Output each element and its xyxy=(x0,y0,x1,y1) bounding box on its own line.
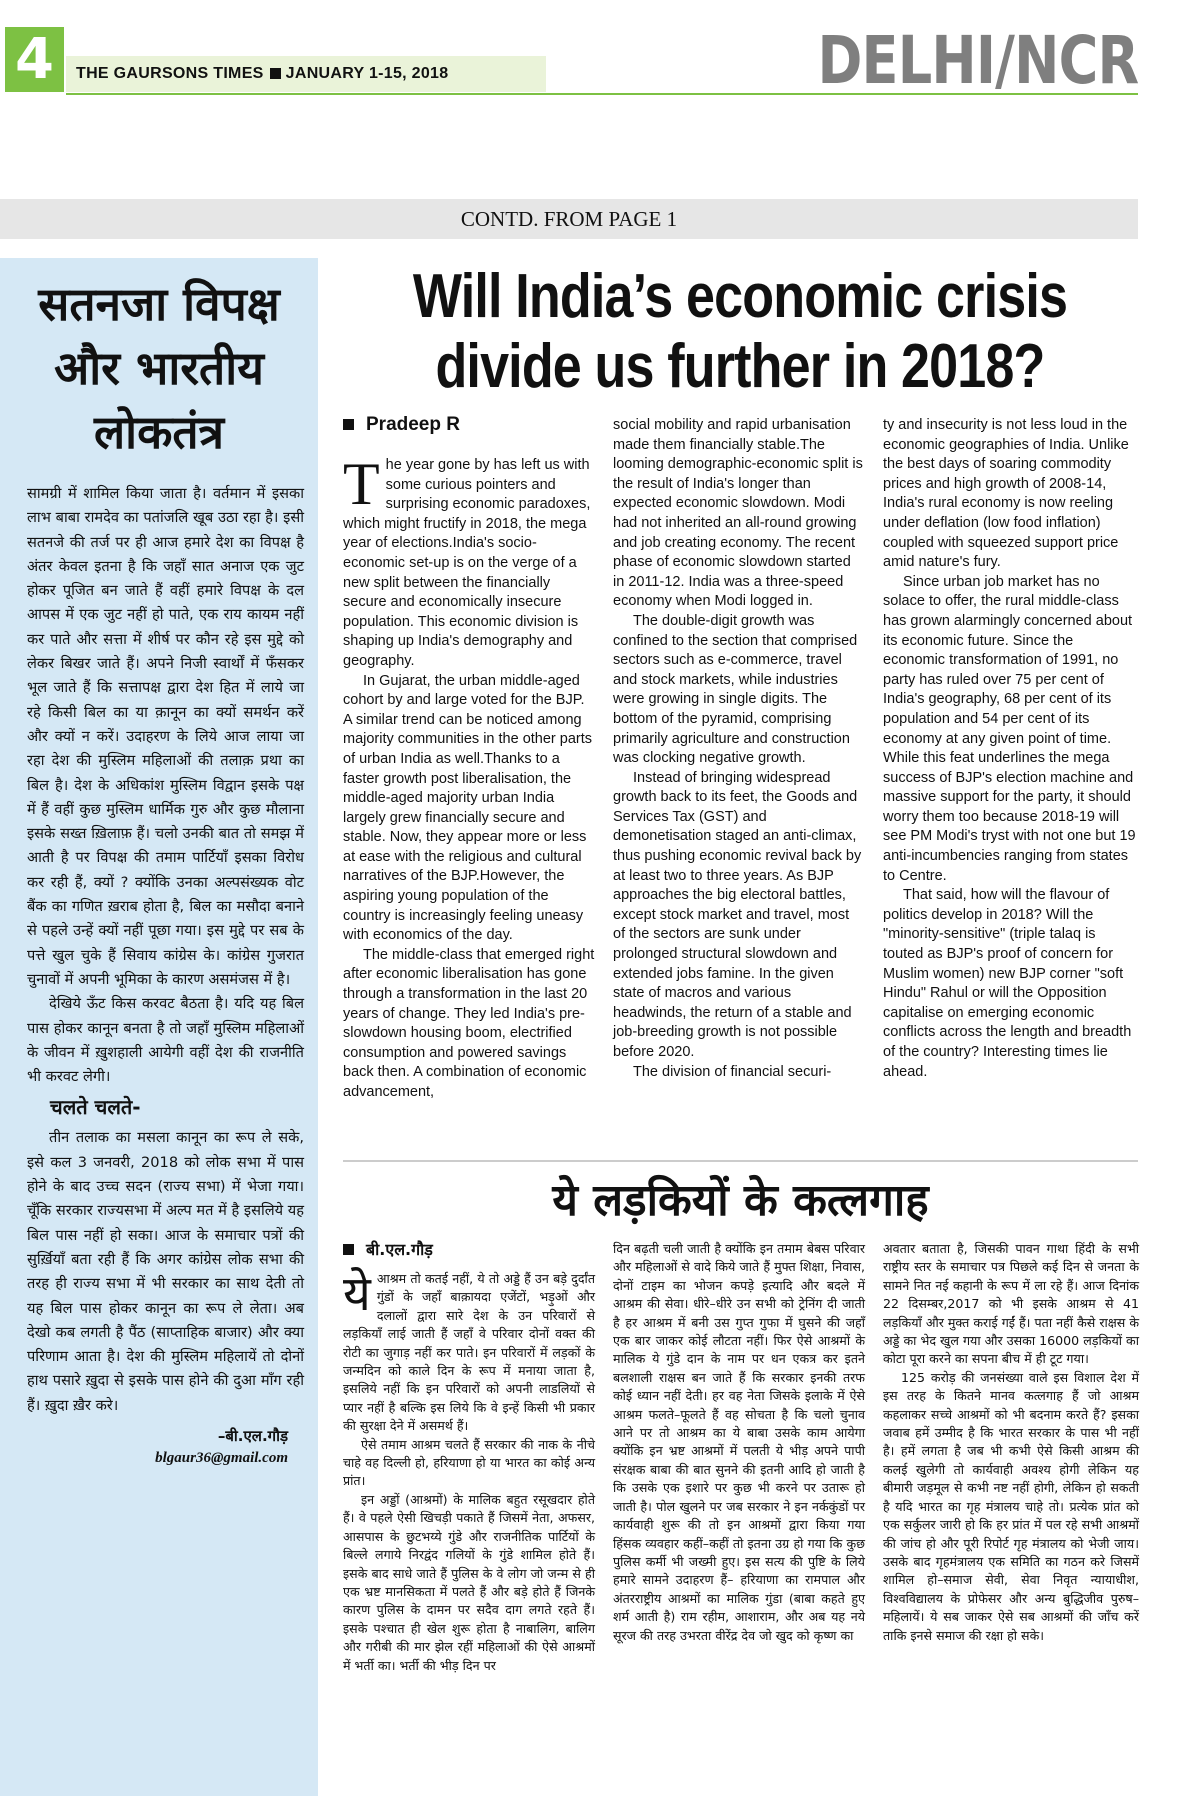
hindi-article-headline: ये लड़कियों के कत्लगाह xyxy=(552,1175,929,1226)
page-number: 4 xyxy=(5,27,64,92)
paragraph: ty and insecurity is not less loud in the economic geographies of India. Unlike the best days of soaring commodity prices and high growth of 2008-14, India's rural economy is now reeling under deflation (low food inflation) coupled with squeezed support price amid nature's fury. xyxy=(883,417,1129,571)
paragraph: The middle-class that emerged right after economic liberalisation has gone through a transformation in the last 20 years of change. They led India's pre-slowdown housing boom, electrified consumption and powered savings back then. A combination of economic advancement, xyxy=(343,946,595,1100)
sidebar-body-2: देखिये ऊँट किस करवट बैठता है। यदि यह बिल पास होकर कानून बनता है तो जहाँ मुस्लिम महिलाओं के जीवन में ख़ुशहाली आयेगी वहीं देश की राजनीति भी करवट लेगी। xyxy=(27,995,304,1086)
drop-cap: ये xyxy=(343,1266,371,1322)
newspaper-name: THE GAURSONS TIMES xyxy=(76,65,264,82)
sidebar-signature: –बी.एल.गौड़ xyxy=(217,1426,288,1445)
sidebar-body-1: सामग्री में शामिल किया जाता है। वर्तमान में इसका लाभ बाबा रामदेव का पतांजलि खूब उठा रहा है। इसी सतनजे की तर्ज पर ही आज हमारे देश का विपक्ष है अंतर केवल इतना है कि जहाँ सात अनाज एक जुट होकर पूजित बन जाते हैं वहीं हमारे विपक्ष के दल आपस में एक जुट नहीं हो पाते, एक राय कायम नहीं कर पाते और सत्ता में शीर्ष पर कौन रहे इस मुद्दे को लेकर बिखर जाते हैं। अपने निजी स्वार्थों में फँसकर भूल जाते हैं कि सत्तापक्ष द्वारा देश हित में लाये जा रहे किसी बिल का या क़ानून का क्यों समर्थन करें और क्यों न करें। उदाहरण के लिये आज लाया जा रहा देश की मुस्लिम महिलाओं की तलाक़ प्रथा का बिल है। देश के अधिकांश मुस्लिम विद्वान इसके पक्ष में हैं वहीं कुछ मुस्लिम धार्मिक गुरु और कुछ मौलाना इसके सख्त ख़िलाफ़ हैं। चलो उनकी बात तो समझ में आती है पर विपक्ष की तमाम पार्टियाँ इसका विरोध कर रही हैं, क्यों ? क्योंकि उनका अल्पसंख्यक वोट बैंक का गणित ख़राब होता है, बिल का मसौदा बनाने से पहले उन्हें क्यों नहीं पूछा गया। इस मुद्दे पर सब के पत्ते खुल चुके हैं सिवाय कांग्रेस के। कांग्रेस गुजरात चुनावों में अपनी भूमिका के कारण असमंजस में है। xyxy=(27,485,304,988)
paragraph: The division of financial securi- xyxy=(633,1063,832,1080)
masthead xyxy=(66,56,546,92)
paragraph: अवतार बताता है, जिसकी पावन गाथा हिंदी के सभी राष्ट्रीय स्तर के समाचार पत्र पिछले कई दिन से जनता के सामने नित नई कहानी के रूप में ला रहे हैं। आज दिनांक 22 दिसम्बर,2017 को भी इसके आश्रम से 41 लड़कियाँ और मुक्त कराई गईं हैं। पता नहीं कैसे राक्षस के अड्डे का भेद खुल गया और उसका 16000 लड़कियों का कोटा पूरा करने का सपना बीच में ही टूट गया। xyxy=(883,1241,1139,1367)
byline-name: बी.एल.गौड़ xyxy=(366,1240,433,1259)
article-column-1 xyxy=(343,451,595,1103)
issue-date: JANUARY 1-15, 2018 xyxy=(285,65,449,82)
paragraph: In Gujarat, the urban middle-aged cohort by and large voted for the BJP. A similar trend can be noticed among majority communities in the other parts of urban India as well.Thanks to a faster growth post liberalisation, the middle-aged majority urban India largely grew financially secure and stable. Now, they appear more or less at ease with the religious and cultural narratives of the BJP.However, the aspiring young population of the country is increasingly feeling uneasy with economics of the day. xyxy=(343,672,593,944)
drop-cap: T xyxy=(343,451,380,517)
section-title: DELHI/NCR xyxy=(817,22,1138,99)
sidebar-subhead: चलते चलते- xyxy=(50,1095,141,1120)
paragraph: social mobility and rapid urbanisation made them financially stable.The looming demographic-economic split is the result of India's longer than expected economic slowdown. Modi had not inherited an all-round growing and job creating economy. The recent phase of economic slowdown started in 2011-12. India was a three-speed economy when Modi logged in. xyxy=(613,417,863,610)
article-column-2 xyxy=(613,416,865,1082)
paragraph: The double-digit growth was confined to the section that comprised sectors such as e-commerce, travel and stock markets, while industries were growing in single digits. The bottom of the pyramid, comprising primarily agriculture and construction was clocking negative growth. xyxy=(613,612,858,767)
continued-banner: CONTD. FROM PAGE 1 xyxy=(0,199,1138,239)
hindi-column-1 xyxy=(343,1266,595,1675)
hindi-column-2 xyxy=(613,1240,865,1645)
paragraph: 125 करोड़ की जनसंख्या वाले इस विशाल देश में इस तरह के कितने मानव कत्लगाह हैं जो आश्रम कहलाकर सच्चे आश्रमों को भी बदनाम करते हैं? इसका जवाब हमें उम्मीद है कि भारत सरकार के पास भी नहीं है। हमें लगता है जब भी कभी ऐसे किसी आश्रम की कलई खुलेगी तो कार्यवाही अवश्य होगी लेकिन यह बीमारी जड़मूल से कभी नष्ट नहीं होगी, लेकिन हो सकती है यदि भारत का गृह मंत्रालय चाहे तो। प्रत्येक प्रांत को एक सर्कुलर जारी हो कि हर प्रांत में पल रहे सभी आश्रमों की जांच हो और पूरी रिपोर्ट गृह मंत्रालय को भेजी जाय। उसके बाद गृहमंत्रालय एक समिति का गठन करे जिसमें शामिल हो–समाज सेवी, सेवा निवृत न्यायाधीश, विश्वविद्यालय के प्रोफेसर और अन्य बुद्धिजीव पुरुष–महिलायें। ये सब जाकर ऐसे सब आश्रमों की जाँच करें ताकि इनसे समाज की रक्षा हो सके। xyxy=(883,1369,1139,1643)
sidebar-body-3: तीन तलाक का मसला कानून का रूप ले सके, इसे कल 3 जनवरी, 2018 को लोक सभा में पास होने के बाद उच्च सदन (राज्य सभा) में भेजा गया। चूँकि सरकार राज्यसभा में अल्प मत में है इसलिये यह बिल पास नहीं हो सका। आज के समाचार पत्रों की सुर्ख़ियाँ बता रही हैं कि अगर कांग्रेस लोक सभा की तरह ही राज्य सभा में भी सरकार का साथ देती तो यह बिल पास होकर कानून का रूप ले लेता। अब देखो कब लगती है पैंठ (साप्ताहिक बाजार) और क्या परिणाम आता है। देश की मुस्लिम महिलायें तो दोनों हाथ पसारे ख़ुदा से इसके पास होने की दुआ माँग रही हैं। ख़ुदा ख़ैर करे। xyxy=(27,1129,304,1414)
paragraph: इन अड्डों (आश्रमों) के मालिक बहुत रसूखदार होते हैं। वे पहले ऐसी खिचड़ी पकाते हैं जिसमें नेता, अफसर, आसपास के छुटभय्ये गुंडे और राजनीतिक पार्टियों के बिल्ले लगाये निरद्वंद गलियों के गुंडे शामिल होते हैं। इसके बाद साधे जाते हैं पुलिस के वे लोग जो जन्म से ही एक भ्रष्ट मानसिकता में पलते हैं और बड़े होते हैं जिनके कारण पुलिस के दामन पर सदैव दाग लगते रहते हैं। इसके पश्चात ही खेल शुरू होता है नाबालिग, बालिग और गरीबी की मार झेल रहीं महिलाओं की ऐसे आश्रमों में भर्ती का। भर्ती की भीड़ दिन पर xyxy=(343,1491,595,1673)
hindi-article-byline xyxy=(343,1238,433,1260)
paragraph: Instead of bringing widespread growth back to its feet, the Goods and Services Tax (GST) and demonetisation staged an anti-climax, thus pushing economic revival back by at least two to three years. As BJP approaches the big electoral battles, except stock market and travel, most of the sectors are sunk under prolonged structural slowdown and extended jobs famine. In the given state of macros and various headwinds, the return of a stable and job-breeding growth is not possible before 2020. xyxy=(613,769,862,1060)
byline-name: Pradeep R xyxy=(366,414,460,435)
hindi-column-3 xyxy=(883,1240,1139,1645)
square-bullet-icon xyxy=(270,68,281,79)
article-divider xyxy=(343,1160,1138,1162)
square-bullet-icon xyxy=(343,1244,354,1255)
paragraph: आश्रम तो कतई नहीं, ये तो अड्डे हैं उन बड़े दुर्दांत गुंडों के जहाँ बाक़ायदा एजेंटों, भड़ुओं और दलालों द्वारा सारे देश के उन परिवारों से लड़कियाँ लाई जाती हैं जहाँ वे परिवार दोनों वक्त की रोटी का जुगाड़ नहीं कर पाते। इन परिवारों में लड़कों के जन्मदिन को काले दिन के रूप में मनाया जाता है, इसलिये नहीं कि इन परिवारों को अपनी लाडलियों से प्यार नहीं है बल्कि इस लिये कि वे इन्हें किसी भी प्रकार की सुरक्षा देने में असमर्थ हैं। xyxy=(343,1271,595,1434)
sidebar-column xyxy=(0,258,318,1796)
article-headline: Will India’s economic crisis divide us further in 2018? xyxy=(412,262,1068,401)
paragraph: ऐसे तमाम आश्रम चलते हैं सरकार की नाक के नीचे चाहे वह दिल्ली हो, हरियाणा हो या भारत का कोई अन्य प्रांत। xyxy=(343,1436,595,1489)
article-column-3 xyxy=(883,416,1139,1082)
square-bullet-icon xyxy=(343,419,354,430)
sidebar-title: सतनजा विपक्ष और भारतीय लोकतंत्र xyxy=(38,277,280,459)
author-email: blgaur36@gmail.com xyxy=(155,1449,288,1466)
paragraph: That said, how will the flavour of politics develop in 2018? Will the "minority-sensitive" (triple talaq is touted as BJP's proof of concern for Muslim women) new BJP corner "soft Hindu" Rahul or will the Opposition capitalise on emerging economic conflicts across the length and breadth of the country? Interesting times lie ahead. xyxy=(883,887,1132,1080)
paragraph: दिन बढ़ती चली जाती है क्योंकि इन तमाम बेबस परिवार और महिलाओं से वादे किये जाते हैं मुफ्त शिक्षा, निवास, दोनों टाइम का भोजन कपड़े इत्यादि और बदले में आश्रम की सेवा। धीरे–धीरे उन सभी को ट्रेनिंग दी जाती है हर आश्रम में बनी उस गुप्त गुफा में घुसने की जहाँ एक बार जाकर कोई लौटता नहीं। फिर ऐसे आश्रमों के मालिक ये गुंडे दान के नाम पर धन एकत्र कर इतने बलशाली राक्षस बन जाते हैं कि सरकार इनकी तरफ कोई ध्यान नहीं देती। हर वह नेता जिसके इलाके में ऐसे आश्रम फलते–फूलते हैं वह सोचता है कि चलो चुनाव आने पर तो आश्रम का ये बाबा उसके काम आयेगा क्योंकि इन भ्रष्ट आश्रमों में पलती ये भीड़ अपने पापी संरक्षक बाबा की बात सुनने की इतनी आदि हो जाती है कि उसके एक इशारे पर कुछ भी करने पर उतारू हो जाती है। पोल खुलने पर जब सरकार ने इन नर्ककुंडों पर कार्यवाही शुरू की तो इन आश्रमों द्वारा किया गया हिंसक व्यवहार कहीं–कहीं तो इतना उग्र हो गया कि कुछ पुलिस कर्मी भी जख्मी हुए। इस सत्य की पुष्टि के लिये हमारे सामने उदाहरण हैं– हरियाणा का रामपाल और अंतरराष्ट्रीय आश्रमों का मालिक गुंडा (बाबा कहते हुए शर्म आती है) राम रहीम, आशाराम, और अब यह नये सूरज की तरह उभरता वीरेंद्र देव जो खुद को कृष्ण का xyxy=(613,1241,865,1643)
article-byline xyxy=(343,414,460,436)
paragraph: Since urban job market has no solace to offer, the rural middle-class has grown alarmingly concerned about its economic future. Since the economic transformation of 1991, no party has ruled over 75 per cent of India's geography, 68 per cent of its population and 54 per cent of its economy at any given point of time. While this feat underlines the mega success of BJP's election machine and massive support for the party, it should worry them too because 2018-19 will see PM Modi's tryst with not one but 19 anti-incumbencies ranging from states to Centre. xyxy=(883,573,1136,884)
paragraph: he year gone by has left us with some curious pointers and surprising economic paradoxes, which might fructify in 2018, the mega year of elections.India's socio-economic set-up is on the verge of a new split between the financially secure and economically insecure population. This economic division is shaping up India's demography and geography. xyxy=(343,457,591,669)
masthead-rule xyxy=(66,93,1138,95)
